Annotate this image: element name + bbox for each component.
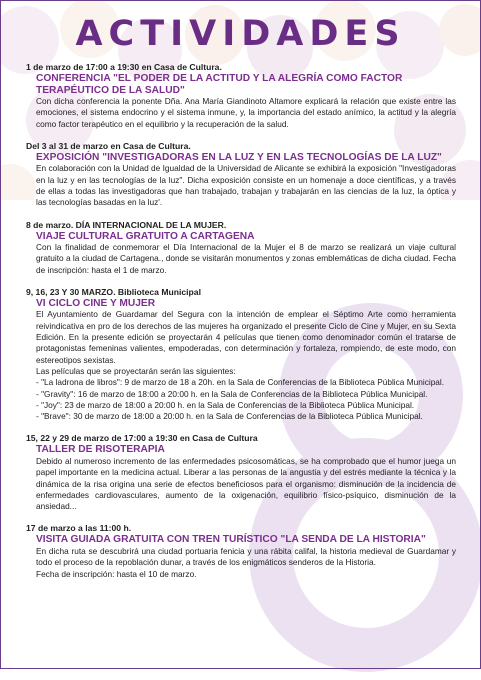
event-description: Debido al numeroso incremento de las enfermedades psicosomáticas, se ha comprobado que el humor juega un papel importante en la medicina actual. Liberar a las personas de la angustia y del estrés mediante la técnica y la dinámica de la risa origina una serie de efectos beneficiosos para el organismo: disminución de la incidencia de enfermedades cardiovasculares, aumento de la oxigenación, equilibrio físico-psíquico, disminución de la ansiedad... xyxy=(36,455,456,512)
event-title: VISITA GUIADA GRATUITA CON TREN TURÍSTICO "LA SENDA DE LA HISTORIA" xyxy=(36,534,426,546)
event-title: CONFERENCIA "EL PODER DE LA ACTITUD Y LA ALEGRÍA COMO FACTOR TERAPÉUTICO DE LA SALUD" xyxy=(36,73,403,96)
event-description: Con dicha conferencia la ponente Dña. Ana María Giandinoto Altamore explicará la relación que existe entre las emociones, el sistema endocrino y el sistema inmune, y, la importancia del estado anímico, la actitud y la alegría como factor terapéutico en el equilibrio y la recuperación de la salud. xyxy=(36,96,456,129)
event-registration: Fecha de inscripción: hasta el 10 de marzo. xyxy=(36,568,197,579)
event-when: 1 de marzo de 17:00 a 19:30 en Casa de Cultura. xyxy=(26,62,222,72)
event-ciclo-cine xyxy=(26,287,456,422)
event-description: El Ayuntamiento de Guardamar del Segura con la intención de emplear el Séptimo Arte como herramienta reivindicativa en pro de los derechos de las mujeres ha organizado el presente Ciclo de Cine y Mujer, en su Sexta Edición. En la presente edición se proyectarán 4 películas que tienen como denominador común el tratarse de protagonistas femeninas valientes, empoderadas, con determinación y fortaleza, rompiendo, de este modo, con estereotipos sexistas. xyxy=(36,309,456,365)
film-item: - "Brave": 30 de marzo de 18:00 a 20:00 h. en la Sala de Conferencias de la Biblioteca Pública Municipal. xyxy=(36,411,423,422)
event-title: VI CICLO CINE Y MUJER xyxy=(36,297,156,309)
event-title: EXPOSICIÓN "INVESTIGADORAS EN LA LUZ Y EN LAS TECNOLOGÍAS DE LA LUZ" xyxy=(36,151,442,163)
event-when: Del 3 al 31 de marzo en Casa de Cultura. xyxy=(26,140,191,151)
films-list xyxy=(36,377,456,422)
activities-list xyxy=(26,62,456,591)
event-when: 9, 16, 23 Y 30 MARZO. Biblioteca Municipal xyxy=(26,286,201,297)
event-viaje-cultural xyxy=(26,220,456,276)
event-description: En dicha ruta se descubrirá una ciudad portuaria fenicia y una rábita califal, la historia medieval de Guardamar y todo el proceso de la repoblación dunar, a través de los enigmáticos senderos de la Historia. xyxy=(36,545,456,568)
event-when: 8 de marzo. DÍA INTERNACIONAL DE LA MUJER. xyxy=(26,219,227,230)
event-when: 15, 22 y 29 de marzo de 17:00 a 19:30 en Casa de Cultura xyxy=(26,433,258,444)
film-item: - "Gravity": 16 de marzo de 18:00 a 20:00 h. en la Sala de Conferencias de la Biblioteca Pública Municipal. xyxy=(36,388,428,399)
films-intro: Las películas que se proyectarán serán las siguientes: xyxy=(36,365,236,376)
event-title: VIAJE CULTURAL GRATUITO A CARTAGENA xyxy=(36,230,255,242)
film-item: - "Joy": 23 de marzo de 18:00 a 20:00 h. en la Sala de Conferencias de la Biblioteca Pública Municipal. xyxy=(36,399,415,410)
event-exposicion xyxy=(26,141,456,209)
event-description: En colaboración con la Unidad de Igualdad de la Universidad de Alicante se exhibirá la exposición "Investigadoras en la luz y en las tecnologías de la luz". Dicha exposición consiste en un homenaje a doce científicas, y a través de ellas a todas las investigadoras que han trabajado, trabajan y trabajarán en las ciencias de la luz, la óptica y las tecnologías basadas en la luz'. xyxy=(36,163,456,208)
event-risoterapia xyxy=(26,433,456,512)
film-item: - "La ladrona de libros": 9 de marzo de 18 a 20h. en la Sala de Conferencias de la Biblioteca Pública Municipal. xyxy=(36,377,445,388)
event-description: Con la finalidad de conmemorar el Día Internacional de la Mujer el 8 de marzo se realizará un viaje cultural gratuito a la ciudad de Cartagena., donde se visitarán monumentos y zonas emblemáticas de dicha ciudad. Fecha de inscripción: hasta el 1 de marzo. xyxy=(36,242,456,275)
event-title: TALLER DE RISOTERAPIA xyxy=(36,444,165,456)
page-title: ACTIVIDADES xyxy=(75,14,406,54)
event-conferencia xyxy=(26,62,456,130)
event-visita-guiada xyxy=(26,523,456,579)
event-when: 17 de marzo a las 11:00 h. xyxy=(26,523,132,534)
